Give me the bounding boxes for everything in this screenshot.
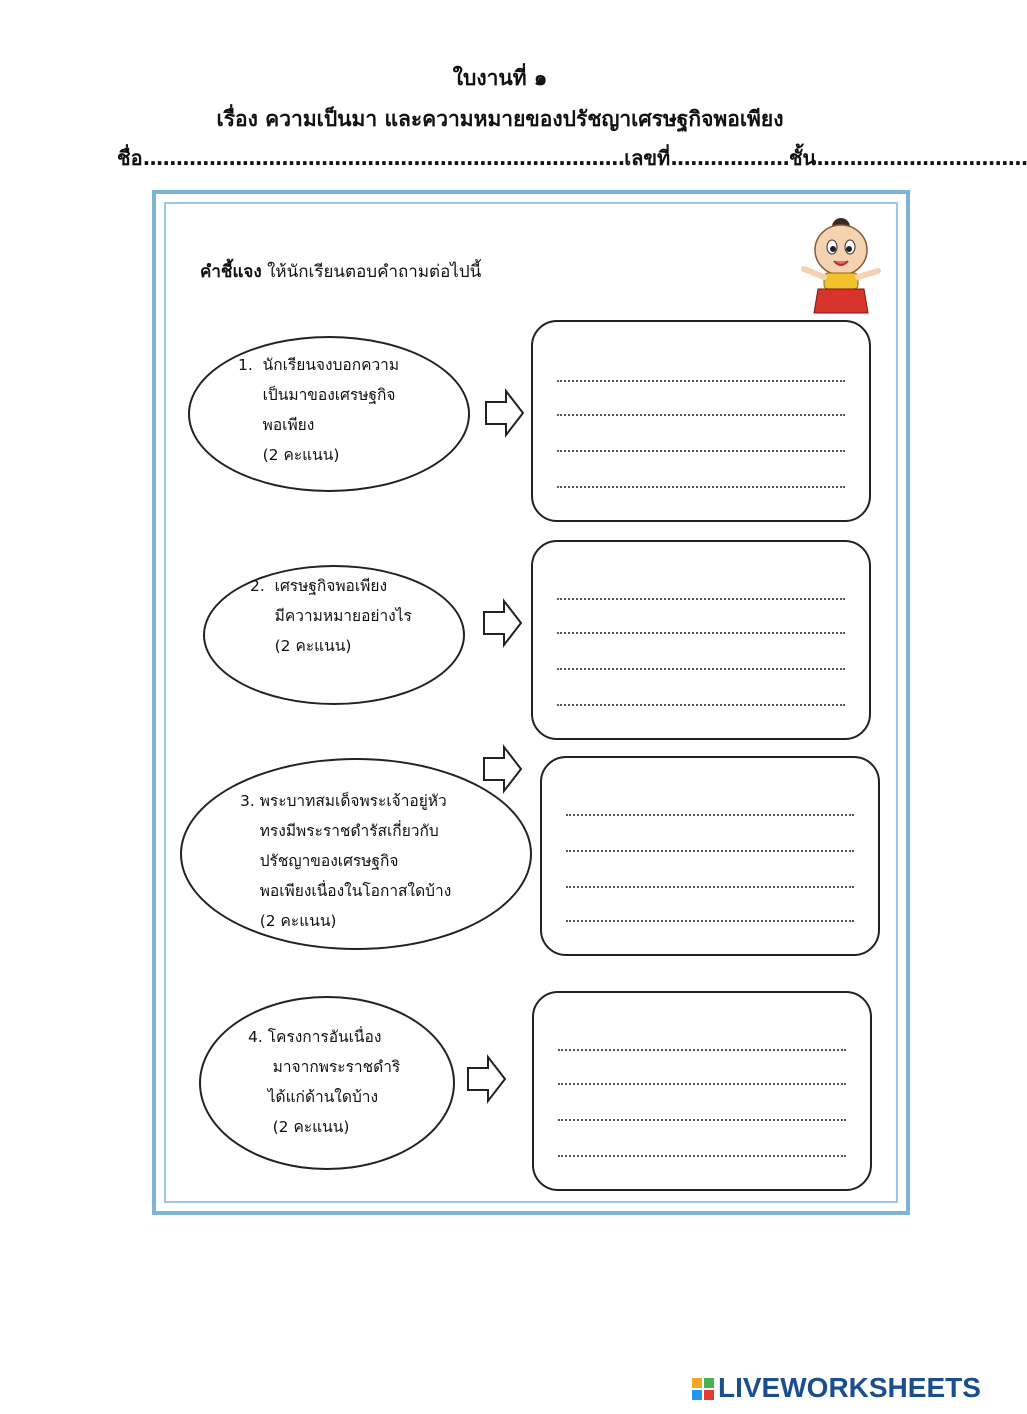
number-label: เลขที่ [624, 146, 671, 170]
worksheet-title: ใบงานที่ ๑ [452, 66, 548, 90]
answer-line[interactable] [557, 414, 845, 416]
answer-line[interactable] [557, 598, 845, 600]
instruction [200, 258, 481, 285]
worksheet-subject: เรื่อง ความเป็นมา และความหมายของปรัชญาเศรษฐกิจพอเพียง [216, 107, 784, 131]
student-info-line [117, 142, 1027, 174]
answer-line[interactable] [558, 1155, 846, 1157]
answer-line[interactable] [557, 380, 845, 382]
answer-line[interactable] [558, 1119, 846, 1121]
class-field[interactable]: ................................ [816, 146, 1027, 170]
liveworksheets-logo-icon [692, 1378, 714, 1400]
arrow-right-icon [482, 598, 524, 648]
answer-line[interactable] [566, 850, 854, 852]
class-label: ชั้น [788, 146, 817, 170]
answer-line[interactable] [557, 704, 845, 706]
answer-line[interactable] [566, 920, 854, 922]
arrow-right-icon [484, 388, 526, 438]
arrow-right-icon [466, 1054, 508, 1104]
question-4-text: 4. โครงการอันเนื่อง มาจากพระราชดำริ ได้แก่ด้านใดบ้าง (2 คะแนน) [248, 1028, 401, 1136]
answer-line[interactable] [557, 450, 845, 452]
answer-line[interactable] [558, 1083, 846, 1085]
arrow-right-icon [482, 744, 524, 794]
answer-line[interactable] [557, 632, 845, 634]
question-3-text: 3. พระบาทสมเด็จพระเจ้าอยู่หัว ทรงมีพระราชดำรัสเกี่ยวกับ ปรัชญาของเศรษฐกิจ พอเพียงเนื่องในโอกาสใดบ้าง (2 คะแนน) [240, 792, 452, 930]
name-label: ชื่อ [117, 146, 143, 170]
answer-line[interactable] [566, 814, 854, 816]
answer-line[interactable] [566, 886, 854, 888]
answer-line[interactable] [557, 668, 845, 670]
mascot-illustration [796, 205, 886, 320]
answer-line[interactable] [558, 1049, 846, 1051]
answer-box-4[interactable] [532, 991, 872, 1191]
answer-line[interactable] [557, 486, 845, 488]
question-2-text: 2. เศรษฐกิจพอเพียง มีความหมายอย่างไร (2 คะแนน) [250, 577, 412, 655]
answer-box-2[interactable] [531, 540, 871, 740]
number-field[interactable]: .................. [670, 146, 789, 170]
name-field[interactable]: ......................................................................... [142, 146, 625, 170]
answer-box-3[interactable] [540, 756, 880, 956]
instruction-text: ให้นักเรียนตอบคำถามต่อไปนี้ [267, 262, 482, 282]
instruction-label: คำชี้แจง [200, 262, 262, 282]
liveworksheets-brand: LIVEWORKSHEETS [718, 1372, 981, 1403]
answer-box-1[interactable] [531, 320, 871, 522]
question-1-text: 1. นักเรียนจงบอกความ เป็นมาของเศรษฐกิจ พอเพียง (2 คะแนน) [238, 356, 400, 464]
